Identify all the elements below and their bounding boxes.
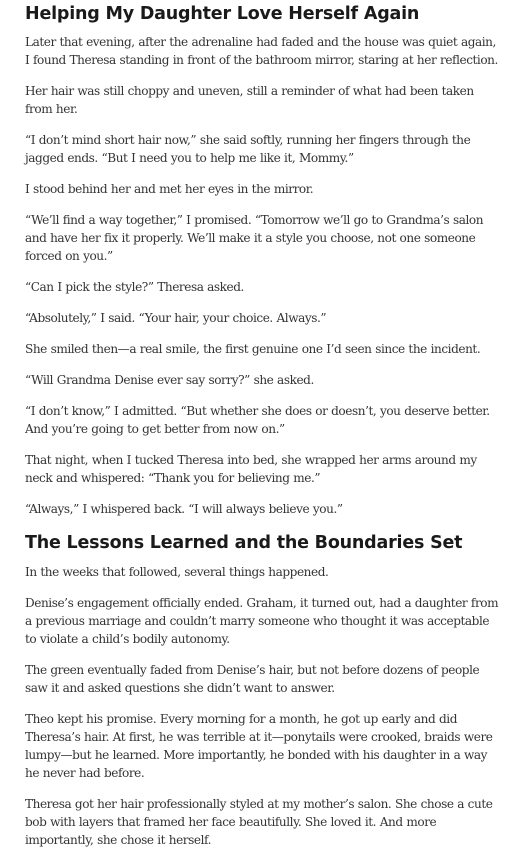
paragraph: Her hair was still choppy and uneven, still a reminder of what had been taken from her. [25, 84, 474, 116]
paragraph: Theresa got her hair professionally styled at my mother’s salon. She chose a cute bob with layers that framed her face beautifully. She loved it. And more importantly, she chose it herself. [25, 797, 493, 847]
paragraph: Denise’s engagement officially ended. Graham, it turned out, had a daughter from a previous marriage and couldn’t marry someone who thought it was acceptable to violate a child’s bodily autonomy. [25, 596, 499, 646]
paragraph: “Will Grandma Denise ever say sorry?” she asked. [25, 373, 314, 387]
paragraph: “Always,” I whispered back. “I will always believe you.” [25, 502, 343, 516]
paragraph: Later that evening, after the adrenaline had faded and the house was quiet again, I found Theresa standing in front of the bathroom mirror, staring at her reflection. [25, 35, 498, 67]
paragraph: The green eventually faded from Denise’s hair, but not before dozens of people saw it and asked questions she didn’t want to answer. [25, 663, 480, 695]
paragraph: “I don’t mind short hair now,” she said softly, running her fingers through the jagged ends. “But I need you to help me like it, Mommy.” [25, 133, 471, 165]
paragraph: “I don’t know,” I admitted. “But whether she does or doesn’t, you deserve better. And you’re going to get better from now on.” [25, 404, 490, 436]
paragraph: That night, when I tucked Theresa into bed, she wrapped her arms around my neck and whispered: “Thank you for believing me.” [25, 453, 477, 485]
paragraph: She smiled then—a real smile, the first genuine one I’d seen since the incident. [25, 342, 481, 356]
paragraph: I stood behind her and met her eyes in the mirror. [25, 182, 314, 196]
section-heading-lessons-learned: The Lessons Learned and the Boundaries Set [25, 533, 463, 553]
article-body [25, 0, 503, 849]
paragraph: “Can I pick the style?” Theresa asked. [25, 280, 244, 294]
section-heading-helping-daughter: Helping My Daughter Love Herself Again [25, 4, 420, 24]
paragraph: “We’ll find a way together,” I promised. “Tomorrow we’ll go to Grandma’s salon and have her fix it properly. We’ll make it a style you choose, not one someone forced on you.” [25, 213, 484, 263]
paragraph: Theo kept his promise. Every morning for a month, he got up early and did Theresa’s hair. At first, he was terrible at it—ponytails were crooked, braids were lumpy—but he learned. More importantly, he bonded with his daughter in a way he never had before. [25, 712, 493, 780]
paragraph: In the weeks that followed, several things happened. [25, 565, 329, 579]
paragraph: “Absolutely,” I said. “Your hair, your choice. Always.” [25, 311, 327, 325]
